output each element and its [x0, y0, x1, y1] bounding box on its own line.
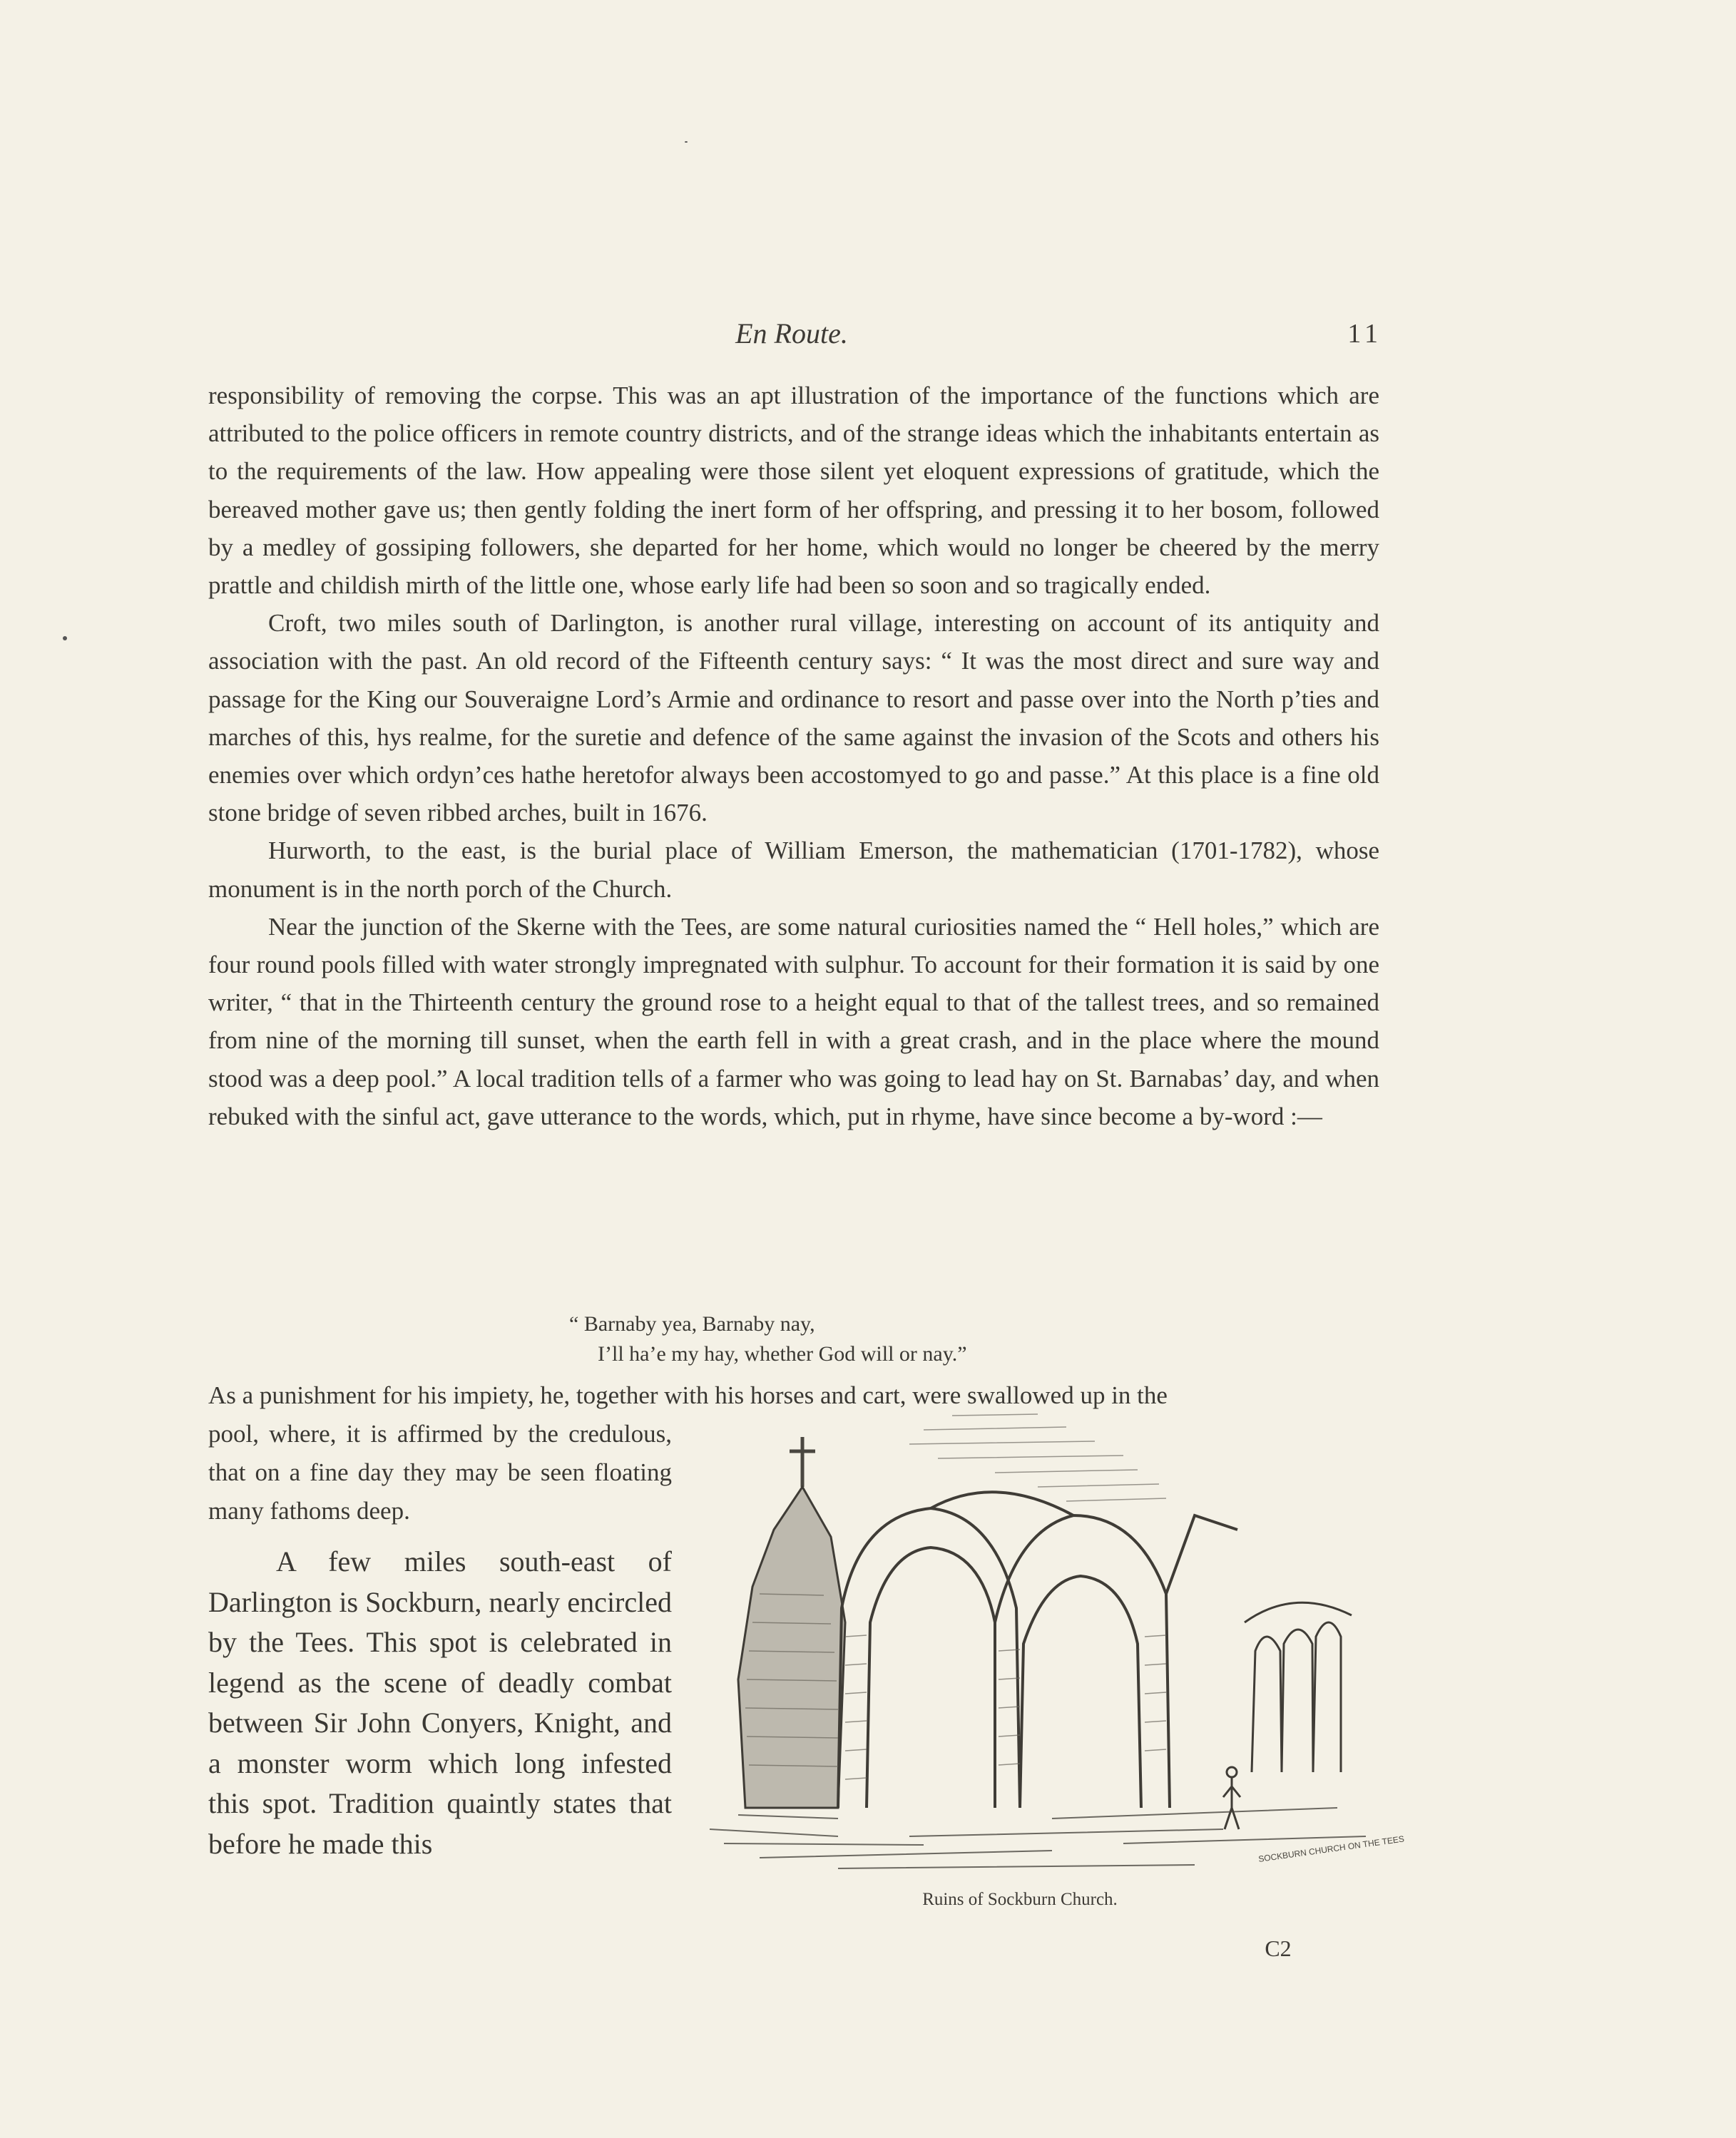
verse-quote — [569, 1309, 1211, 1369]
paragraph: Near the junction of the Skerne with the Tees, are some natural curiosities named the “ Hell holes,” which are four round pools filled with water strongly impregnated with sulphur. To account for their formation it is said by one writer, “ that in the Thirteenth century the ground rose to a height equal to that of the tallest trees, and so remained from nine of the morning till sunset, when the earth fell in with a great crash, and in the place where the mound stood was a deep pool.” A local tradition tells of a farmer who was going to lead hay on St. Barnabas’ day, and when rebuked with the sinful act, gave utterance to the words, which, put in rhyme, have since become a by-word :— — [208, 912, 1379, 1130]
paper-speck — [63, 636, 67, 640]
figure-caption: Ruins of Sockburn Church. — [922, 1890, 1118, 1909]
main-text — [208, 377, 1379, 1135]
verse-line: I’ll ha’e my hay, whether God will or nay.” — [598, 1342, 967, 1366]
signature-mark: C2 — [1265, 1935, 1292, 1961]
paragraph: Croft, two miles south of Darlington, is another rural village, interesting on account of its antiquity and association with the past. An old record of the Fifteenth century says: “ It was the most direct and sure way and passage for the King our Souveraigne Lord’s Armie and ordinance to resort and passe over into the North p’ties and marches of this, hys realme, for the suretie and defence of the same against the invasion of the Scots and others his enemies over which ordyn’ces hathe heretofor always been accostomyed to go and passe.” At this place is a fine old stone bridge of seven ribbed arches, built in 1676. — [208, 609, 1379, 827]
paragraph: Hurworth, to the east, is the burial place of William Emerson, the mathematician (1701-1782), whose monument is in the north porch of the Church. — [208, 837, 1379, 903]
church-ruins-illustration — [695, 1408, 1405, 1886]
paper-speck — [685, 141, 688, 143]
paragraph: responsibility of removing the corpse. This was an apt illustration of the importance of the functions which are attributed to the police officers in remote country districts, and of the strange ideas which the inhabitants entertain as to the requirements of the law. How appealing were those silent yet eloquent expressions of gratitude, which the bereaved mother gave us; then gently folding the inert form of her offspring, and pressing it to her bosom, followed by a medley of gossiping followers, she departed for her home, which would no longer be cheered by the merry prattle and childish mirth of the little one, whose early life had been so soon and so tragically ended. — [208, 382, 1379, 600]
paragraph: A few miles south-east of Darlington is Sockburn, nearly encircled by the Tees. This spot is celebrated in legend as the scene of deadly combat between Sir John Conyers, Knight, and a monster worm which long infested this spot. Tradition quaintly states that before he made this — [208, 1545, 672, 1860]
verse-line: “ Barnaby yea, Barnaby nay, — [569, 1312, 815, 1336]
page-number: 11 — [1347, 319, 1382, 349]
ruins-engraving — [695, 1408, 1405, 1886]
paragraph: pool, where, it is affirmed by the credulous, that on a fine day they may be seen floating many fathoms deep. — [208, 1420, 672, 1525]
paragraph-after-verse: As a punishment for his impiety, he, together with his horses and cart, were swallowed up in the — [208, 1381, 1168, 1409]
running-head: En Route. — [735, 317, 848, 349]
engraved-label: SOCKBURN CHURCH ON THE TEES — [1257, 1833, 1405, 1864]
left-column-text — [208, 1415, 672, 1864]
